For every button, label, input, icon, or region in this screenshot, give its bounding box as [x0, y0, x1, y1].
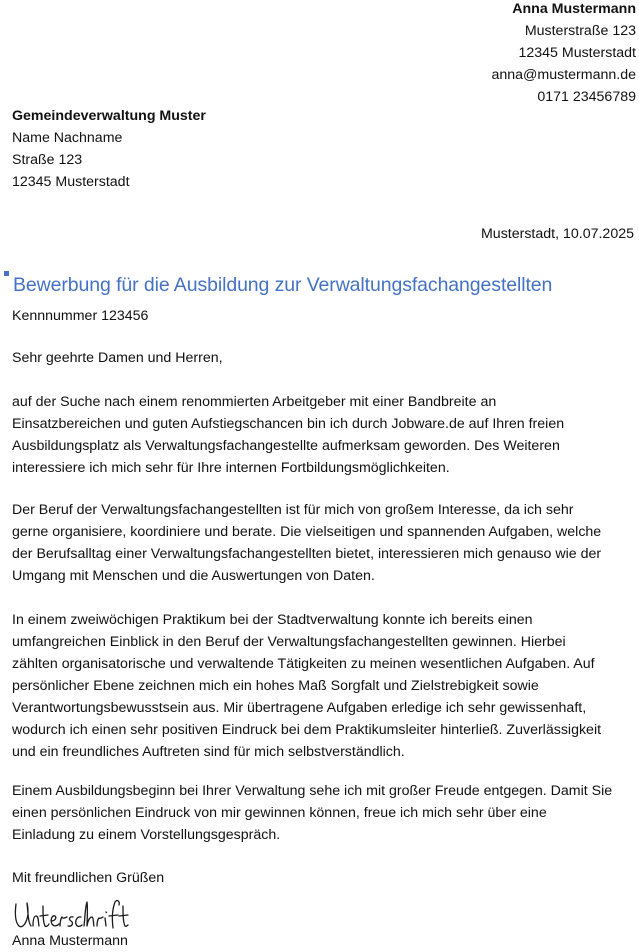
- paragraph-line: Einem Ausbildungsbeginn bei Ihrer Verwaltung sehe ich mit großer Freude entgegen. Damit Sie: [12, 783, 613, 799]
- paragraph-line: gerne organisiere, koordiniere und berate. Die vielseitigen und spannenden Aufgaben, welche: [12, 524, 602, 540]
- paragraph-line: zählten organisatorische und verwaltende Tätigkeiten zu meinen wesentlichen Aufgaben. Auf: [12, 656, 595, 672]
- paragraph-line: umfangreichen Einblick in den Beruf der Verwaltungsfachangestellten gewinnen. Hierbei: [12, 634, 566, 650]
- subject-heading: Bewerbung für die Ausbildung zur Verwaltungsfachangestellten: [13, 274, 553, 296]
- body-paragraph-2: [12, 499, 637, 587]
- letter-date: Musterstadt, 10.07.2025: [480, 226, 634, 242]
- sender-email: anna@mustermann.de: [491, 67, 636, 83]
- body-paragraph-4: [12, 780, 637, 846]
- reference-number: Kennnummer 123456: [12, 308, 149, 324]
- recipient-city: 12345 Musterstadt: [12, 174, 130, 190]
- paragraph-line: wodurch ich einen sehr positiven Eindruck bei dem Praktikumsleiter hinterließ. Zuverlässigkeit: [12, 722, 602, 738]
- signer-name: Anna Mustermann: [12, 933, 128, 949]
- paragraph-line: persönlicher Ebene zeichnen mich ein hohes Maß Sorgfalt und Zielstrebigkeit sowie: [12, 678, 539, 694]
- body-paragraph-3: [12, 609, 637, 763]
- recipient-address: [12, 105, 206, 193]
- salutation: Sehr geehrte Damen und Herren,: [12, 350, 223, 366]
- closing-phrase: Mit freundlichen Grüßen: [12, 870, 165, 886]
- paragraph-line: Verantwortungsbewusstsein aus. Mir übertragene Aufgaben erledige ich sehr gewissenhaft,: [12, 700, 587, 716]
- sender-city: 12345 Musterstadt: [518, 45, 636, 61]
- paragraph-line: auf der Suche nach einem renommierten Arbeitgeber mit einer Bandbreite an: [12, 394, 497, 410]
- paragraph-line: und ein freundliches Auftreten sind für mich selbstverständlich.: [12, 744, 405, 760]
- paragraph-line: interessiere ich mich sehr für Ihre internen Fortbildungsmöglichkeiten.: [12, 460, 450, 476]
- paragraph-line: Einladung zu einem Vorstellungsgespräch.: [12, 827, 281, 843]
- paragraph-line: Ausbildungsplatz als Verwaltungsfachangestellte aufmerksam geworden. Des Weiteren: [12, 438, 560, 454]
- recipient-street: Straße 123: [12, 152, 83, 168]
- sender-address: [491, 0, 636, 108]
- paragraph-line: Einsatzbereichen und guten Aufstiegschancen bin ich durch Jobware.de auf Ihren freien: [12, 416, 565, 432]
- recipient-contact: Name Nachname: [12, 130, 123, 146]
- body-paragraph-1: [12, 391, 637, 479]
- sender-phone: 0171 23456789: [537, 89, 636, 105]
- paragraph-line: einen persönlichen Eindruck von mir gewinnen können, freue ich mich sehr über eine: [12, 805, 547, 821]
- handwritten-signature: [12, 892, 130, 934]
- recipient-organization: Gemeindeverwaltung Muster: [12, 108, 206, 124]
- paragraph-line: Umgang mit Menschen und die Auswertungen von Daten.: [12, 568, 375, 584]
- paragraph-line: der Berufsalltag einer Verwaltungsfachangestellten bietet, interessieren mich genauso wie der: [12, 546, 602, 562]
- paragraph-line: In einem zweiwöchigen Praktikum bei der Stadtverwaltung konnte ich bereits einen: [12, 612, 533, 628]
- paragraph-line: Der Beruf der Verwaltungsfachangestellten ist für mich von großem Interesse, da ich sehr: [12, 502, 574, 518]
- sender-name: Anna Mustermann: [512, 1, 636, 17]
- sender-street: Musterstraße 123: [524, 23, 636, 39]
- heading-marker: [4, 271, 9, 276]
